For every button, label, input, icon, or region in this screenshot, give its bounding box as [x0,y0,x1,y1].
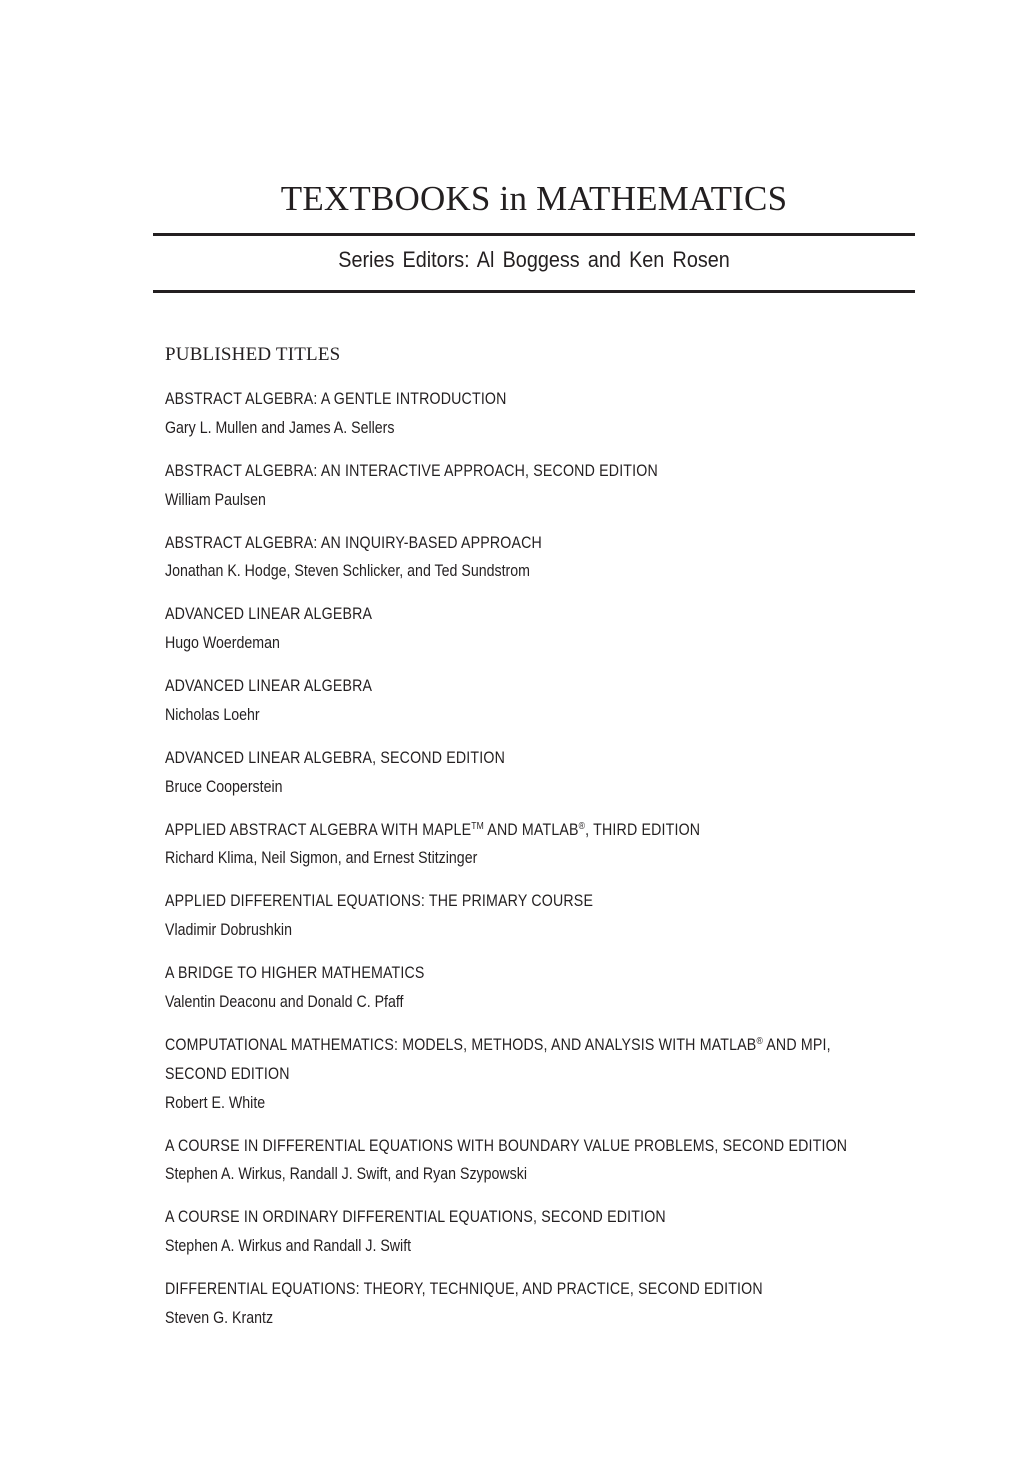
list-item [165,457,801,515]
list-item [165,529,801,587]
book-authors: Nicholas Loehr [165,705,260,724]
book-title: ADVANCED LINEAR ALGEBRA, SECOND EDITION [165,748,505,767]
list-item [165,744,801,802]
registered-symbol: ® [578,820,586,832]
registered-symbol: ® [756,1036,763,1048]
book-title-continued: SECOND EDITION [165,1064,290,1083]
book-authors: Stephen A. Wirkus and Randall J. Swift [165,1237,412,1256]
book-title: A COURSE IN ORDINARY DIFFERENTIAL EQUATIONS, SECOND EDITION [165,1208,666,1227]
title-text: AND MATLAB [483,820,579,839]
book-authors: Richard Klima, Neil Sigmon, and Ernest Stitzinger [165,849,478,868]
list-item [165,1203,801,1261]
book-authors: William Paulsen [165,490,266,509]
book-authors: Gary L. Mullen and James A. Sellers [165,418,395,437]
published-titles-heading: PUBLISHED TITLES [165,344,341,365]
book-title: ADVANCED LINEAR ALGEBRA [165,605,373,624]
book-authors: Valentin Deaconu and Donald C. Pfaff [165,993,404,1012]
title-text: COMPUTATIONAL MATHEMATICS: MODELS, METHODS, AND ANALYSIS WITH MATLAB [165,1036,757,1055]
book-authors: Steven G. Krantz [165,1308,274,1327]
title-text: APPLIED ABSTRACT ALGEBRA WITH MAPLE [165,820,472,839]
book-authors: Hugo Woerdeman [165,634,280,653]
series-editors: Series Editors: Al Boggess and Ken Rosen [338,247,730,272]
book-title: DIFFERENTIAL EQUATIONS: THEORY, TECHNIQUE, AND PRACTICE, SECOND EDITION [165,1280,763,1299]
title-text: , THIRD EDITION [585,820,701,839]
book-authors: Robert E. White [165,1093,266,1112]
book-title [165,1031,831,1060]
bottom-rule [153,290,915,293]
book-title: ADVANCED LINEAR ALGEBRA [165,677,373,696]
book-title: A BRIDGE TO HIGHER MATHEMATICS [165,964,425,983]
book-title: A COURSE IN DIFFERENTIAL EQUATIONS WITH BOUNDARY VALUE PROBLEMS, SECOND EDITION [165,1136,848,1155]
book-title: ABSTRACT ALGEBRA: A GENTLE INTRODUCTION [165,390,507,408]
series-title: TEXTBOOKS in MATHEMATICS [280,179,788,218]
list-item [165,1132,848,1190]
book-title: ABSTRACT ALGEBRA: AN INTERACTIVE APPROACH, SECOND EDITION [165,461,658,480]
book-authors: Vladimir Dobrushkin [165,921,292,940]
title-text: AND MPI, [762,1036,831,1055]
list-item [165,600,801,658]
list-item [165,1031,831,1117]
book-title: APPLIED DIFFERENTIAL EQUATIONS: THE PRIMARY COURSE [165,892,594,911]
trademark-symbol: TM [471,820,484,832]
book-authors: Stephen A. Wirkus, Randall J. Swift, and Ryan Szypowski [165,1165,528,1184]
list-item [165,816,801,874]
book-title: ABSTRACT ALGEBRA: AN INQUIRY-BASED APPROACH [165,533,542,552]
published-titles-list [165,385,905,1347]
book-authors: Jonathan K. Hodge, Steven Schlicker, and Ted Sundstrom [165,562,530,581]
book-title [165,816,801,845]
list-item [165,672,801,730]
book-authors: Bruce Cooperstein [165,777,283,796]
list-item [165,1275,801,1333]
list-item [165,887,801,945]
top-rule [153,233,915,236]
list-item [165,959,801,1017]
list-item [165,385,801,443]
